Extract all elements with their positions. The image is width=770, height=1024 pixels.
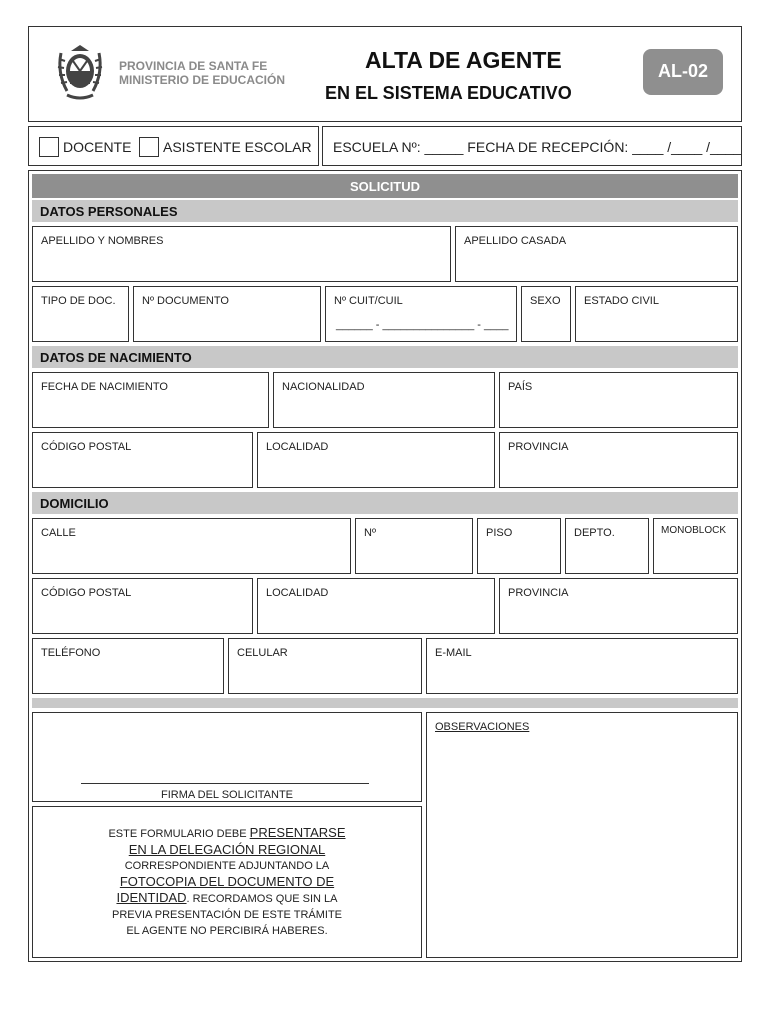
domicilio-provincia-label: PROVINCIA xyxy=(508,587,569,599)
sexo-field[interactable] xyxy=(521,286,571,342)
nacimiento-provincia-field[interactable] xyxy=(499,432,738,488)
monoblock-field[interactable] xyxy=(653,518,738,574)
cuit-cuil-label: Nº CUIT/CUIL xyxy=(334,295,403,307)
form-subtitle: EN EL SISTEMA EDUCATIVO xyxy=(325,83,572,103)
numero-label: Nº xyxy=(364,527,376,539)
observaciones-field[interactable] xyxy=(426,712,738,958)
school-reception-box xyxy=(322,126,742,166)
notice-line-5b: . RECORDAMOS QUE SIN LA xyxy=(186,893,338,905)
header-box xyxy=(28,26,742,122)
datos-personales-title: DATOS PERSONALES xyxy=(40,204,178,219)
notice-line-6: PREVIA PRESENTACIÓN DE ESTE TRÁMITE xyxy=(111,909,343,921)
separator-band xyxy=(32,698,738,708)
nacimiento-codigo-postal-label: CÓDIGO POSTAL xyxy=(41,441,132,453)
notice-line-5a: IDENTIDAD xyxy=(116,890,187,905)
datos-personales-band xyxy=(32,200,738,222)
notice-line-7: EL AGENTE NO PERCIBIRÁ HABERES. xyxy=(126,925,328,937)
school-reception-line[interactable]: ESCUELA Nº: _____ FECHA DE RECEPCIÓN: ____ /____ /____ xyxy=(333,139,742,155)
depto-label: DEPTO. xyxy=(574,527,615,539)
nacimiento-localidad-label: LOCALIDAD xyxy=(266,441,329,453)
nro-documento-field[interactable] xyxy=(133,286,321,342)
domicilio-title: DOMICILIO xyxy=(40,496,109,511)
nacimiento-localidad-field[interactable] xyxy=(257,432,495,488)
notice-line-4: FOTOCOPIA DEL DOCUMENTO DE xyxy=(119,874,335,889)
domicilio-localidad-label: LOCALIDAD xyxy=(266,587,329,599)
notice-line-1b: PRESENTARSE xyxy=(249,825,346,840)
celular-field[interactable] xyxy=(228,638,422,694)
province-name: PROVINCIA DE SANTA FE xyxy=(119,59,268,73)
apellido-casada-label: APELLIDO CASADA xyxy=(464,235,567,247)
notice-line-2: EN LA DELEGACIÓN REGIONAL xyxy=(128,842,326,857)
pais-field[interactable] xyxy=(499,372,738,428)
numero-field[interactable] xyxy=(355,518,473,574)
datos-nacimiento-band xyxy=(32,346,738,368)
estado-civil-label: ESTADO CIVIL xyxy=(584,295,659,307)
cuit-cuil-line: ______ - _______________ - ____ xyxy=(336,319,509,331)
email-field[interactable] xyxy=(426,638,738,694)
form-title: ALTA DE AGENTE xyxy=(365,47,562,73)
piso-label: PISO xyxy=(486,527,513,539)
notice-text xyxy=(33,825,421,939)
apellido-nombres-field[interactable] xyxy=(32,226,451,282)
estado-civil-field[interactable] xyxy=(575,286,738,342)
ministry-name: MINISTERIO DE EDUCACIÓN xyxy=(119,73,286,87)
notice-line-1a: ESTE FORMULARIO DEBE xyxy=(108,828,250,840)
solicitud-title: SOLICITUD xyxy=(349,179,421,194)
firma-label: FIRMA DEL SOLICITANTE xyxy=(160,789,294,801)
domicilio-band xyxy=(32,492,738,514)
pais-label: PAÍS xyxy=(508,381,533,393)
domicilio-localidad-field[interactable] xyxy=(257,578,495,634)
apellido-nombres-label: APELLIDO Y NOMBRES xyxy=(41,235,164,247)
domicilio-codigo-postal-field[interactable] xyxy=(32,578,253,634)
solicitud-band xyxy=(32,174,738,198)
form-code-badge xyxy=(643,49,723,95)
domicilio-codigo-postal-label: CÓDIGO POSTAL xyxy=(41,587,132,599)
tipo-doc-field[interactable] xyxy=(32,286,129,342)
observaciones-label: OBSERVACIONES xyxy=(435,721,530,733)
fecha-nacimiento-field[interactable] xyxy=(32,372,269,428)
docente-checkbox[interactable] xyxy=(39,137,59,157)
agent-type-box xyxy=(28,126,319,166)
notice-box xyxy=(32,806,422,958)
asistente-label: ASISTENTE ESCOLAR xyxy=(163,139,312,155)
firma-line xyxy=(81,783,369,784)
cuit-cuil-field[interactable] xyxy=(325,286,517,342)
nacimiento-provincia-label: PROVINCIA xyxy=(508,441,569,453)
telefono-field[interactable] xyxy=(32,638,224,694)
nacimiento-codigo-postal-field[interactable] xyxy=(32,432,253,488)
depto-field[interactable] xyxy=(565,518,649,574)
calle-field[interactable] xyxy=(32,518,351,574)
nacionalidad-label: NACIONALIDAD xyxy=(282,381,365,393)
apellido-casada-field[interactable] xyxy=(455,226,738,282)
docente-label: DOCENTE xyxy=(63,139,132,155)
monoblock-label: MONOBLOCK xyxy=(661,525,727,536)
nro-documento-label: Nº DOCUMENTO xyxy=(142,295,229,307)
calle-label: CALLE xyxy=(41,527,76,539)
nacionalidad-field[interactable] xyxy=(273,372,495,428)
form-code: AL-02 xyxy=(657,61,708,81)
email-label: E-MAIL xyxy=(435,647,472,659)
notice-line-3: CORRESPONDIENTE ADJUNTANDO LA xyxy=(124,860,330,872)
tipo-doc-label: TIPO DE DOC. xyxy=(41,295,116,307)
sexo-label: SEXO xyxy=(530,295,561,307)
asistente-checkbox[interactable] xyxy=(139,137,159,157)
celular-label: CELULAR xyxy=(237,647,288,659)
telefono-label: TELÉFONO xyxy=(41,647,101,659)
datos-nacimiento-title: DATOS DE NACIMIENTO xyxy=(40,350,192,365)
province-crest-icon xyxy=(55,43,105,101)
piso-field[interactable] xyxy=(477,518,561,574)
firma-box[interactable] xyxy=(32,712,422,802)
fecha-nacimiento-label: FECHA DE NACIMIENTO xyxy=(41,381,168,393)
domicilio-provincia-field[interactable] xyxy=(499,578,738,634)
